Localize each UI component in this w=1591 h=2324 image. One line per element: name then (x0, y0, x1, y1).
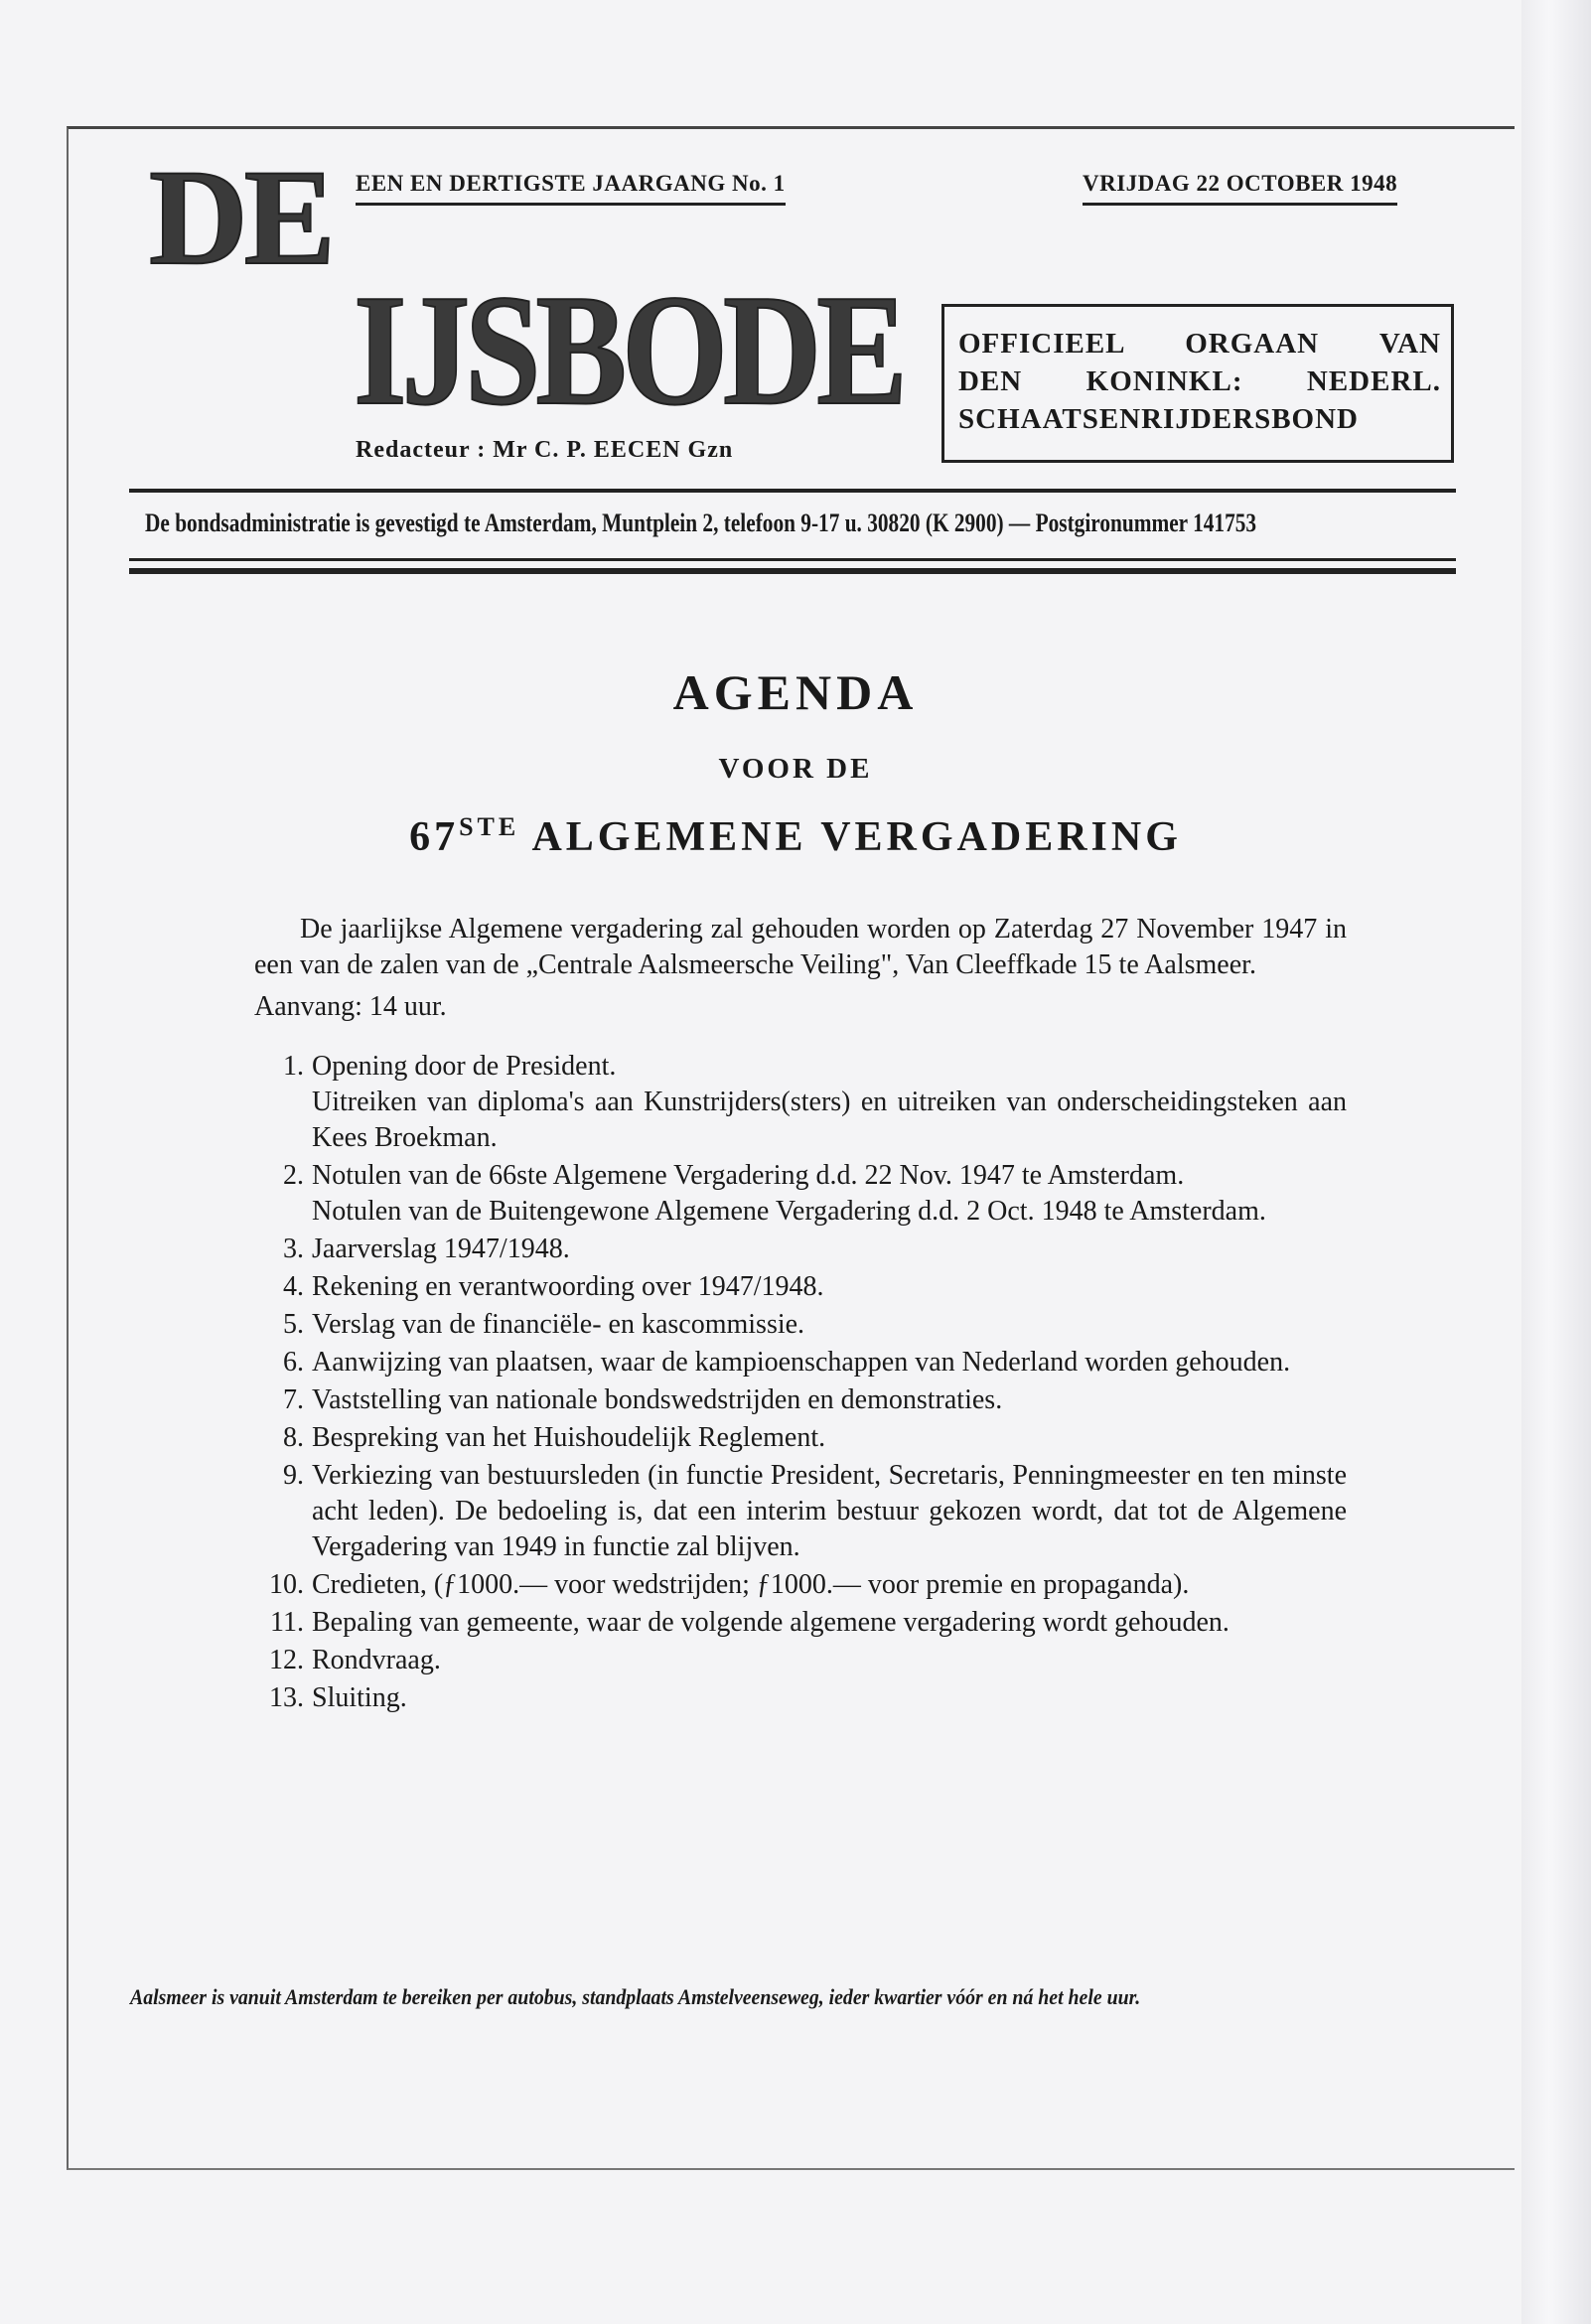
item-number: 9. (283, 1460, 304, 1491)
official-line: DEN KONINKL: NEDERL. (958, 365, 1441, 397)
item-text-block (312, 1382, 1347, 1418)
item-text: Credieten, (ƒ1000.— voor wedstrijden; ƒ1000.— voor premie en propaganda). (312, 1569, 1190, 1600)
volume-number: EEN EN DERTIGSTE JAARGANG No. 1 (356, 171, 786, 206)
agenda-title: AGENDA (672, 664, 919, 720)
item-text-block (312, 1420, 1347, 1456)
item-number: 5. (283, 1309, 304, 1340)
item-number: 4. (283, 1271, 304, 1302)
agenda-item (254, 1458, 1347, 1565)
divider (129, 558, 1456, 561)
item-subtext: Notulen van de Buitengewone Algemene Vergadering d.d. 2 Oct. 1948 te Amsterdam. (312, 1196, 1266, 1227)
agenda-item (254, 1382, 1347, 1418)
agenda-item (254, 1680, 1347, 1716)
item-text-block (312, 1345, 1347, 1380)
agenda-item (254, 1420, 1347, 1456)
item-number: 3. (283, 1234, 304, 1264)
agenda-item (254, 1567, 1347, 1603)
item-text: Verkiezing van bestuursleden (in functie President, Secretaris, Penningmeester en ten minste acht leden). De bedoeling is, dat een interim bestuur gekozen wordt, dat tot de Algemene Vergadering van 1949 in functie zal blijven. (312, 1460, 1347, 1562)
item-text: Rekening en verantwoording over 1947/1948. (312, 1271, 824, 1302)
item-number: 6. (283, 1347, 304, 1378)
agenda-subtitle: VOOR DE (718, 753, 873, 785)
divider (129, 568, 1456, 574)
item-number: 8. (283, 1422, 304, 1453)
agenda-item (254, 1643, 1347, 1678)
agenda-item (254, 1232, 1347, 1267)
agenda-body (254, 912, 1347, 1718)
item-number: 12. (269, 1645, 304, 1675)
item-text-block (312, 1567, 1347, 1603)
meeting-number: 67 (409, 814, 460, 860)
agenda-item (254, 1269, 1347, 1305)
item-text: Bespreking van het Huishoudelijk Reglement. (312, 1422, 826, 1453)
agenda-item (254, 1345, 1347, 1380)
item-text-block (312, 1049, 1347, 1156)
agenda-item (254, 1158, 1347, 1230)
item-text: Vaststelling van nationale bondswedstrijden en demonstraties. (312, 1384, 1003, 1415)
item-text-block (312, 1269, 1347, 1305)
meeting-name: ALGEMENE VERGADERING (531, 814, 1182, 860)
item-text: Notulen van de 66ste Algemene Vergadering d.d. 22 Nov. 1947 te Amsterdam. (312, 1160, 1185, 1191)
item-number: 7. (283, 1384, 304, 1415)
item-text-block (312, 1232, 1347, 1267)
item-text-block (312, 1458, 1347, 1565)
item-number: 11. (270, 1607, 304, 1638)
start-time: Aanvang: 14 uur. (254, 991, 447, 1022)
footer-note: Aalsmeer is vanuit Amsterdam te bereiken per autobus, standplaats Amstelveenseweg, ieder kwartier vóór en ná het hele uur. (130, 1984, 1141, 2009)
agenda-item (254, 1307, 1347, 1343)
item-text-block (312, 1158, 1347, 1230)
agenda-item (254, 1049, 1347, 1156)
item-text: Verslag van de financiële- en kascommissie. (312, 1309, 805, 1340)
item-text: Sluiting. (312, 1682, 407, 1713)
item-text-block (312, 1643, 1347, 1678)
item-text-block (312, 1605, 1347, 1641)
meeting-title (0, 812, 1591, 861)
meeting-suffix: STE (459, 812, 520, 841)
item-number: 13. (269, 1682, 304, 1713)
item-text-block (312, 1680, 1347, 1716)
item-number: 10. (269, 1569, 304, 1600)
item-text: Rondvraag. (312, 1645, 441, 1675)
editor-line: Redacteur : Mr C. P. EECEN Gzn (356, 437, 734, 463)
official-line: OFFICIEEL ORGAAN VAN (958, 328, 1441, 360)
official-organ-box (941, 304, 1454, 463)
item-number: 2. (283, 1160, 304, 1191)
issue-date: VRIJDAG 22 OCTOBER 1948 (1083, 171, 1397, 206)
administration-line: De bondsadministratie is gevestigd te Amsterdam, Muntplein 2, telefoon 9-17 u. 30820 (K 2900) — Postgironummer 141753 (145, 508, 1257, 537)
item-text: Bepaling van gemeente, waar de volgende algemene vergadering wordt gehouden. (312, 1607, 1229, 1638)
official-line: SCHAATSENRIJDERSBOND (958, 403, 1359, 435)
intro-paragraph: De jaarlijkse Algemene vergadering zal gehouden worden op Zaterdag 27 November 1947 in een van de zalen van de „Centrale Aalsmeersche Veiling", Van Cleeffkade 15 te Aalsmeer. (254, 914, 1347, 980)
masthead-title-de: DE (149, 141, 332, 293)
page-edge (1521, 0, 1591, 2324)
item-subtext: Uitreiken van diploma's aan Kunstrijders(sters) en uitreiken van onderscheidingsteken aan Kees Broekman. (312, 1087, 1347, 1153)
divider (129, 489, 1456, 493)
item-text-block (312, 1307, 1347, 1343)
item-text: Opening door de President. (312, 1051, 617, 1082)
agenda-item (254, 1605, 1347, 1641)
item-text: Aanwijzing van plaatsen, waar de kampioenschappen van Nederland worden gehouden. (312, 1347, 1291, 1378)
agenda-list (254, 1049, 1347, 1716)
masthead-title-ijsbode: IJSBODE (354, 261, 903, 438)
item-text: Jaarverslag 1947/1948. (312, 1234, 570, 1264)
item-number: 1. (283, 1051, 304, 1082)
